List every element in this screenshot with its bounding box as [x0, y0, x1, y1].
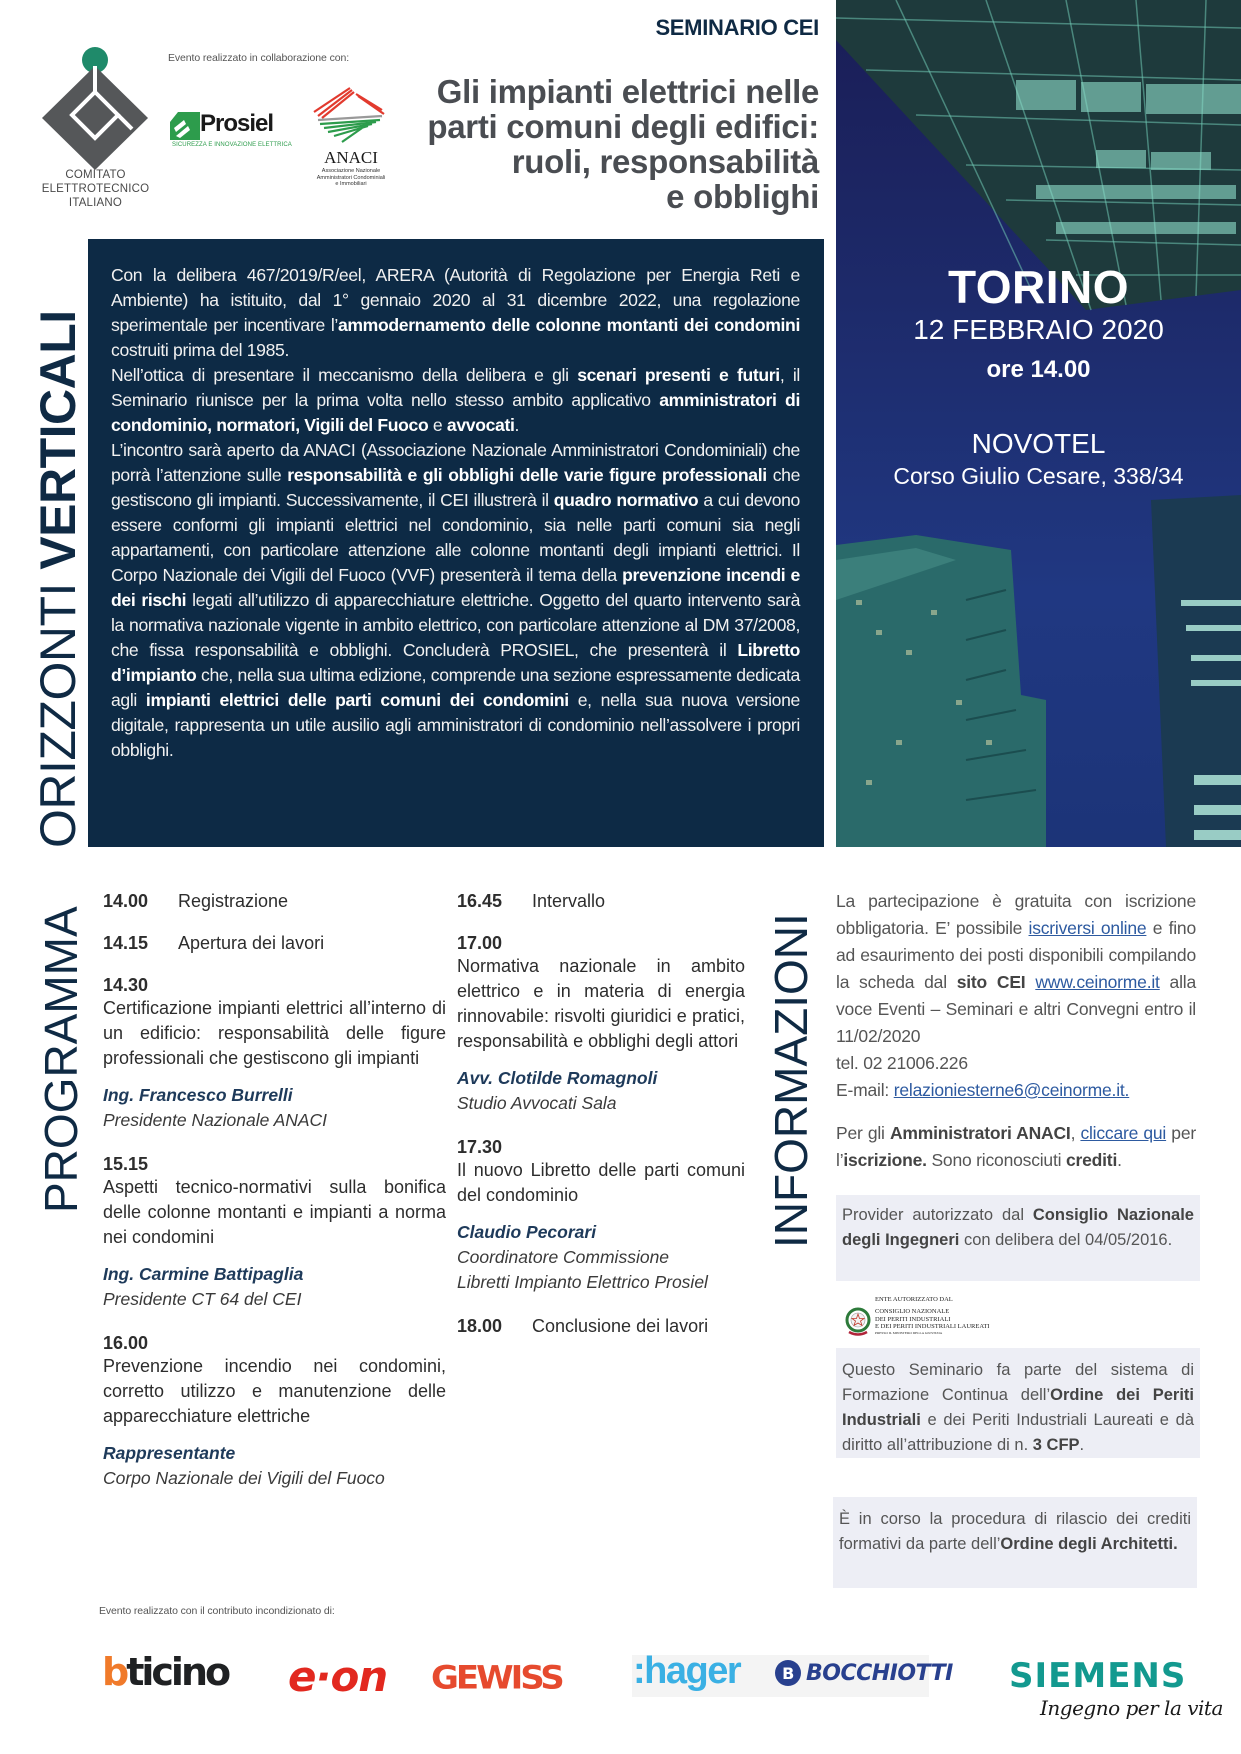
title-line: ruoli, responsabilità [511, 143, 819, 180]
program-time: 17.30 [457, 1137, 503, 1157]
title-line: parti comuni degli edifici: [427, 108, 819, 145]
info-bold: crediti [1065, 1150, 1118, 1170]
prosiel-mark-icon [170, 112, 200, 140]
box-text: Provider autorizzato dal [842, 1206, 1033, 1224]
info-text: Per gli [836, 1123, 890, 1143]
program-item [103, 890, 446, 912]
section-title-informazioni: INFORMAZIONI [765, 913, 817, 1248]
box-bold: Ordine degli Architetti. [1000, 1535, 1178, 1553]
program-time: 18.00 [457, 1316, 503, 1336]
prosiel-tagline: SICUREZZA E INNOVAZIONE ELETTRICA [172, 142, 292, 148]
intro-text-run: Nell’ottica di presentare il meccanismo della delibera e gli [111, 365, 578, 385]
info-section [836, 888, 1196, 1174]
cei-logo [28, 46, 148, 216]
box-text: È in corso la procedura di rilascio dei crediti formativi da parte dell’ [839, 1510, 1191, 1553]
program-item [103, 974, 446, 1133]
siemens-tagline: Ingegno per la vita [1040, 1696, 1223, 1720]
bticino-b: b [102, 1650, 127, 1694]
program-title: Intervallo [532, 891, 606, 911]
info-text: , [1070, 1123, 1081, 1143]
event-date: 12 FEBBRAIO 2020 [913, 314, 1164, 345]
program-title: Conclusione dei lavori [532, 1316, 709, 1336]
program-title: Prevenzione incendio nei condomini, corretto utilizzo e manutenzione delle apparecchiature elettriche [103, 1356, 446, 1426]
intro-text-run: L’incontro sarà aperto da ANACI (Associazione Nazionale Amministratori Condominiali) che porrà l’attenzione sulle [111, 440, 800, 485]
intro-box [88, 239, 824, 847]
intro-text-run: Con la delibera 467/2019/R/eel, ARERA (Autorità di Regolazione per Energia Reti e Ambiente) ha istituito, dal 1° gennaio 2020 al 31 dicembre 2022, una regolazione sperimentale per incentivare l’ [111, 265, 800, 335]
program-time: 15.15 [103, 1154, 149, 1174]
bocchiotti-logo [775, 1660, 953, 1686]
title-line: Gli impianti elettrici nelle [436, 73, 819, 110]
program-speaker-role: Presidente Nazionale ANACI [103, 1110, 328, 1130]
program-title: Apertura dei lavori [178, 933, 325, 953]
program-time: 14.30 [103, 975, 149, 995]
bticino-logo [102, 1650, 228, 1694]
credits-box-architetti [833, 1497, 1197, 1588]
intro-text-run: che, nella sua ultima edizione, comprende una sezione espressamente dedicata agli [111, 665, 800, 710]
seminar-label: SEMINARIO CEI [655, 15, 819, 40]
intro-text-run: e, nella sua nuova versione digitale, rappresenta un utile ausilio agli amministratori di condominio nell’assolvere i propri obblighi. [111, 690, 800, 760]
cei-logo-text [28, 168, 163, 210]
intro-highlight: scenari presenti e futuri [577, 365, 780, 385]
event-address: Corso Giulio Cesare, 338/34 [893, 463, 1184, 489]
program-row [457, 890, 745, 912]
intro-highlight: ammodernamento delle colonne montanti dei condomini [337, 315, 800, 335]
program-row [457, 1315, 745, 1337]
title-part-light: ORIZZONTI [30, 569, 86, 848]
email-link[interactable]: relazioniesterne6@ceinorme.it. [893, 1080, 1130, 1100]
program-item [103, 1332, 446, 1491]
program-speaker: Rappresentante [103, 1443, 236, 1463]
info-text: Sono riconosciuti [926, 1150, 1066, 1170]
siemens-logo: SIEMENS [1009, 1656, 1187, 1696]
sponsors-label: Evento realizzato con il contributo incondizionato di: [99, 1605, 335, 1617]
program-speaker: Claudio Pecorari [457, 1222, 597, 1242]
intro-highlight: impianti elettrici delle parti comuni dei condomini [145, 690, 569, 710]
cei-logo-line: ELETTROTECNICO [41, 183, 150, 195]
italian-emblem-icon [845, 1306, 871, 1338]
intro-text-run: a cui devono essere conformi gli impianti elettrici nel condominio, sia nelle parti comuni sia negli appartamenti, con particolare attenzione alle colonne montanti degli impianti elettrici. Il Corpo Nazionale dei Vigili del Fuoco (VVF) presenterà il tema della [111, 490, 800, 585]
intro-text-run: costruiti prima del 1985. [111, 340, 290, 360]
program-title: Certificazione impianti elettrici all’interno di un edificio: responsabilità delle figure professionali che gestiscono gli impianti [103, 998, 446, 1068]
info-bold: iscrizione. [843, 1150, 927, 1170]
info-text: La partecipazione è gratuita con iscrizione obbligatoria. E’ possibile [836, 891, 1196, 938]
gewiss-logo: GEWISS [431, 1659, 562, 1697]
intro-text-run: . [514, 415, 520, 435]
program-item [457, 932, 745, 1116]
box-bold: 3 CFP [1032, 1436, 1080, 1454]
click-here-link[interactable]: cliccare qui [1080, 1123, 1167, 1143]
eon-logo: e·on [288, 1652, 388, 1701]
cei-logo-line: COMITATO [65, 169, 126, 181]
program-speaker: Ing. Carmine Battipaglia [103, 1264, 304, 1284]
program-time: 17.00 [457, 933, 503, 953]
program-item [103, 1153, 446, 1312]
intro-highlight: amministratori di condominio, normatori, Vigili del Fuoco [111, 390, 800, 435]
info-bold: Amministratori ANACI [889, 1123, 1071, 1143]
hager-logo: :hager [633, 1650, 741, 1692]
program-speaker: Avv. Clotilde Romagnoli [457, 1068, 658, 1088]
program-item [457, 1315, 745, 1337]
bticino-rest: ticino [126, 1650, 229, 1694]
box-bold: Consiglio Nazionale degli Ingegneri [842, 1206, 1194, 1249]
program-item [457, 1136, 745, 1295]
periti-line: CONSIGLIO NAZIONALE [875, 1308, 950, 1315]
intro-highlight: responsabilità e gli obblighi delle varie figure professionali [287, 465, 767, 485]
intro-highlight: prevenzione incendi e dei rischi [111, 565, 800, 610]
intro-highlight: quadro normativo [553, 490, 699, 510]
intro-highlight: Libretto d’impianto [111, 640, 800, 685]
anaci-subtitle-line: e Immobiliari [335, 181, 367, 187]
program-title: Registrazione [178, 891, 289, 911]
intro-text-run: e [428, 415, 447, 435]
event-info [836, 262, 1241, 490]
periti-heading: ENTE AUTORIZZATO DAL [875, 1296, 953, 1303]
title-line: e obblighi [666, 178, 819, 215]
cei-logo-line: ITALIANO [68, 197, 123, 209]
cei-website-link[interactable]: www.ceinorme.it [1035, 972, 1160, 992]
bocchiotti-mark-icon: B [775, 1660, 801, 1686]
program-speaker: Ing. Francesco Burrelli [103, 1085, 293, 1105]
program-speaker-role: Presidente CT 64 del CEI [103, 1289, 302, 1309]
intro-text-run: che gestiscono gli impianti. Successivamente, il CEI illustrerà il [111, 465, 801, 510]
collaboration-label: Evento realizzato in collaborazione con: [168, 52, 350, 64]
page-title [379, 74, 819, 214]
program-column-1 [103, 890, 446, 1511]
event-city: TORINO [947, 261, 1130, 313]
program-title: Il nuovo Libretto delle parti comuni del condominio [457, 1160, 745, 1205]
program-time: 16.45 [457, 891, 503, 911]
info-email-label: E-mail: [836, 1080, 894, 1100]
box-text: . [1079, 1436, 1085, 1454]
program-item [457, 890, 745, 912]
box-text: Questo Seminario fa parte del sistema di Formazione Continua dell’ [842, 1361, 1194, 1404]
section-title-programma: PROGRAMMA [35, 906, 87, 1213]
register-online-link[interactable]: iscriversi online [1028, 918, 1147, 938]
credits-box-ingegneri [836, 1195, 1200, 1281]
program-item [103, 932, 446, 954]
anaci-subtitle-line: Associazione Nazionale [321, 168, 381, 174]
info-text: per l’ [836, 1123, 1196, 1170]
program-time: 14.15 [103, 933, 149, 953]
event-venue: NOVOTEL [971, 428, 1106, 459]
prosiel-logo [170, 110, 305, 160]
info-phone: tel. 02 21006.226 [836, 1053, 968, 1073]
info-text: e fino ad esaurimento dei posti disponibili compilando la scheda dal [836, 918, 1196, 992]
periti-line: PRESSO IL MINISTERO DELLA GIUSTIZIA [875, 1330, 943, 1335]
program-row [103, 932, 446, 954]
anaci-name: ANACI [324, 148, 378, 167]
program-title: Aspetti tecnico-normativi sulla bonifica delle colonne montanti e impianti a norma nei condomini [103, 1177, 446, 1247]
program-speaker-role: Coordinatore Commissione Libretti Impianto Elettrico Prosiel [457, 1247, 708, 1292]
credits-box-periti [836, 1348, 1200, 1458]
skyscraper-photo [836, 0, 1241, 847]
intro-text-run: legati all’utilizzo di apparecchiature elettriche. Oggetto del quarto intervento sarà la normativa nazionale vigente in ambito elettrico, con particolare attenzione al DM 37/2008, che fissa responsabilità e obblighi. Concluderà PROSIEL, che presenterà il [111, 590, 801, 660]
anaci-subtitle-line: Amministratori Condominiali [316, 174, 386, 181]
cei-diamond-icon [28, 46, 163, 171]
info-bold: sito CEI [956, 972, 1026, 992]
periti-industriali-logo [845, 1296, 1045, 1340]
program-column-2 [457, 890, 745, 1357]
info-text: alla voce Eventi – Seminari e altri Convegni entro il 11/02/2020 [836, 972, 1196, 1046]
box-bold: Ordine dei Periti Industriali [842, 1386, 1195, 1429]
box-text: con delibera del 04/05/2016. [959, 1231, 1173, 1249]
intro-text [111, 263, 800, 763]
prosiel-name: Prosiel [200, 110, 274, 137]
intro-text-run: , il Seminario riunisce per la prima volta nello stesso ambito applicativo [111, 365, 800, 410]
program-speaker-role: Corpo Nazionale dei Vigili del Fuoco [103, 1468, 385, 1488]
program-row [103, 890, 446, 912]
info-text: . [1117, 1150, 1122, 1170]
periti-line: DEI PERITI INDUSTRIALI [875, 1315, 951, 1323]
bocchiotti-name: BOCCHIOTTI [806, 1660, 953, 1686]
program-speaker-role: Studio Avvocati Sala [457, 1093, 617, 1113]
event-time: ore 14.00 [986, 356, 1091, 383]
section-title-orizzonti-verticali [30, 310, 86, 848]
title-part-bold: VERTICALI [30, 310, 86, 570]
periti-line: E DEI PERITI INDUSTRIALI LAUREATI [875, 1323, 990, 1330]
intro-highlight: avvocati [446, 415, 515, 435]
info-paragraph-registration [836, 888, 1196, 1104]
program-title: Normativa nazionale in ambito elettrico e in materia di energia rinnovabile: risvolti giuridici e pratici, responsabilità e obblighi degli attori [457, 956, 745, 1051]
info-paragraph-anaci [836, 1120, 1196, 1174]
box-text: e dei Periti Industriali Laureati e dà diritto all’attribuzione di n. [842, 1411, 1194, 1454]
periti-text [875, 1308, 989, 1335]
program-time: 14.00 [103, 891, 149, 911]
program-time: 16.00 [103, 1333, 149, 1353]
